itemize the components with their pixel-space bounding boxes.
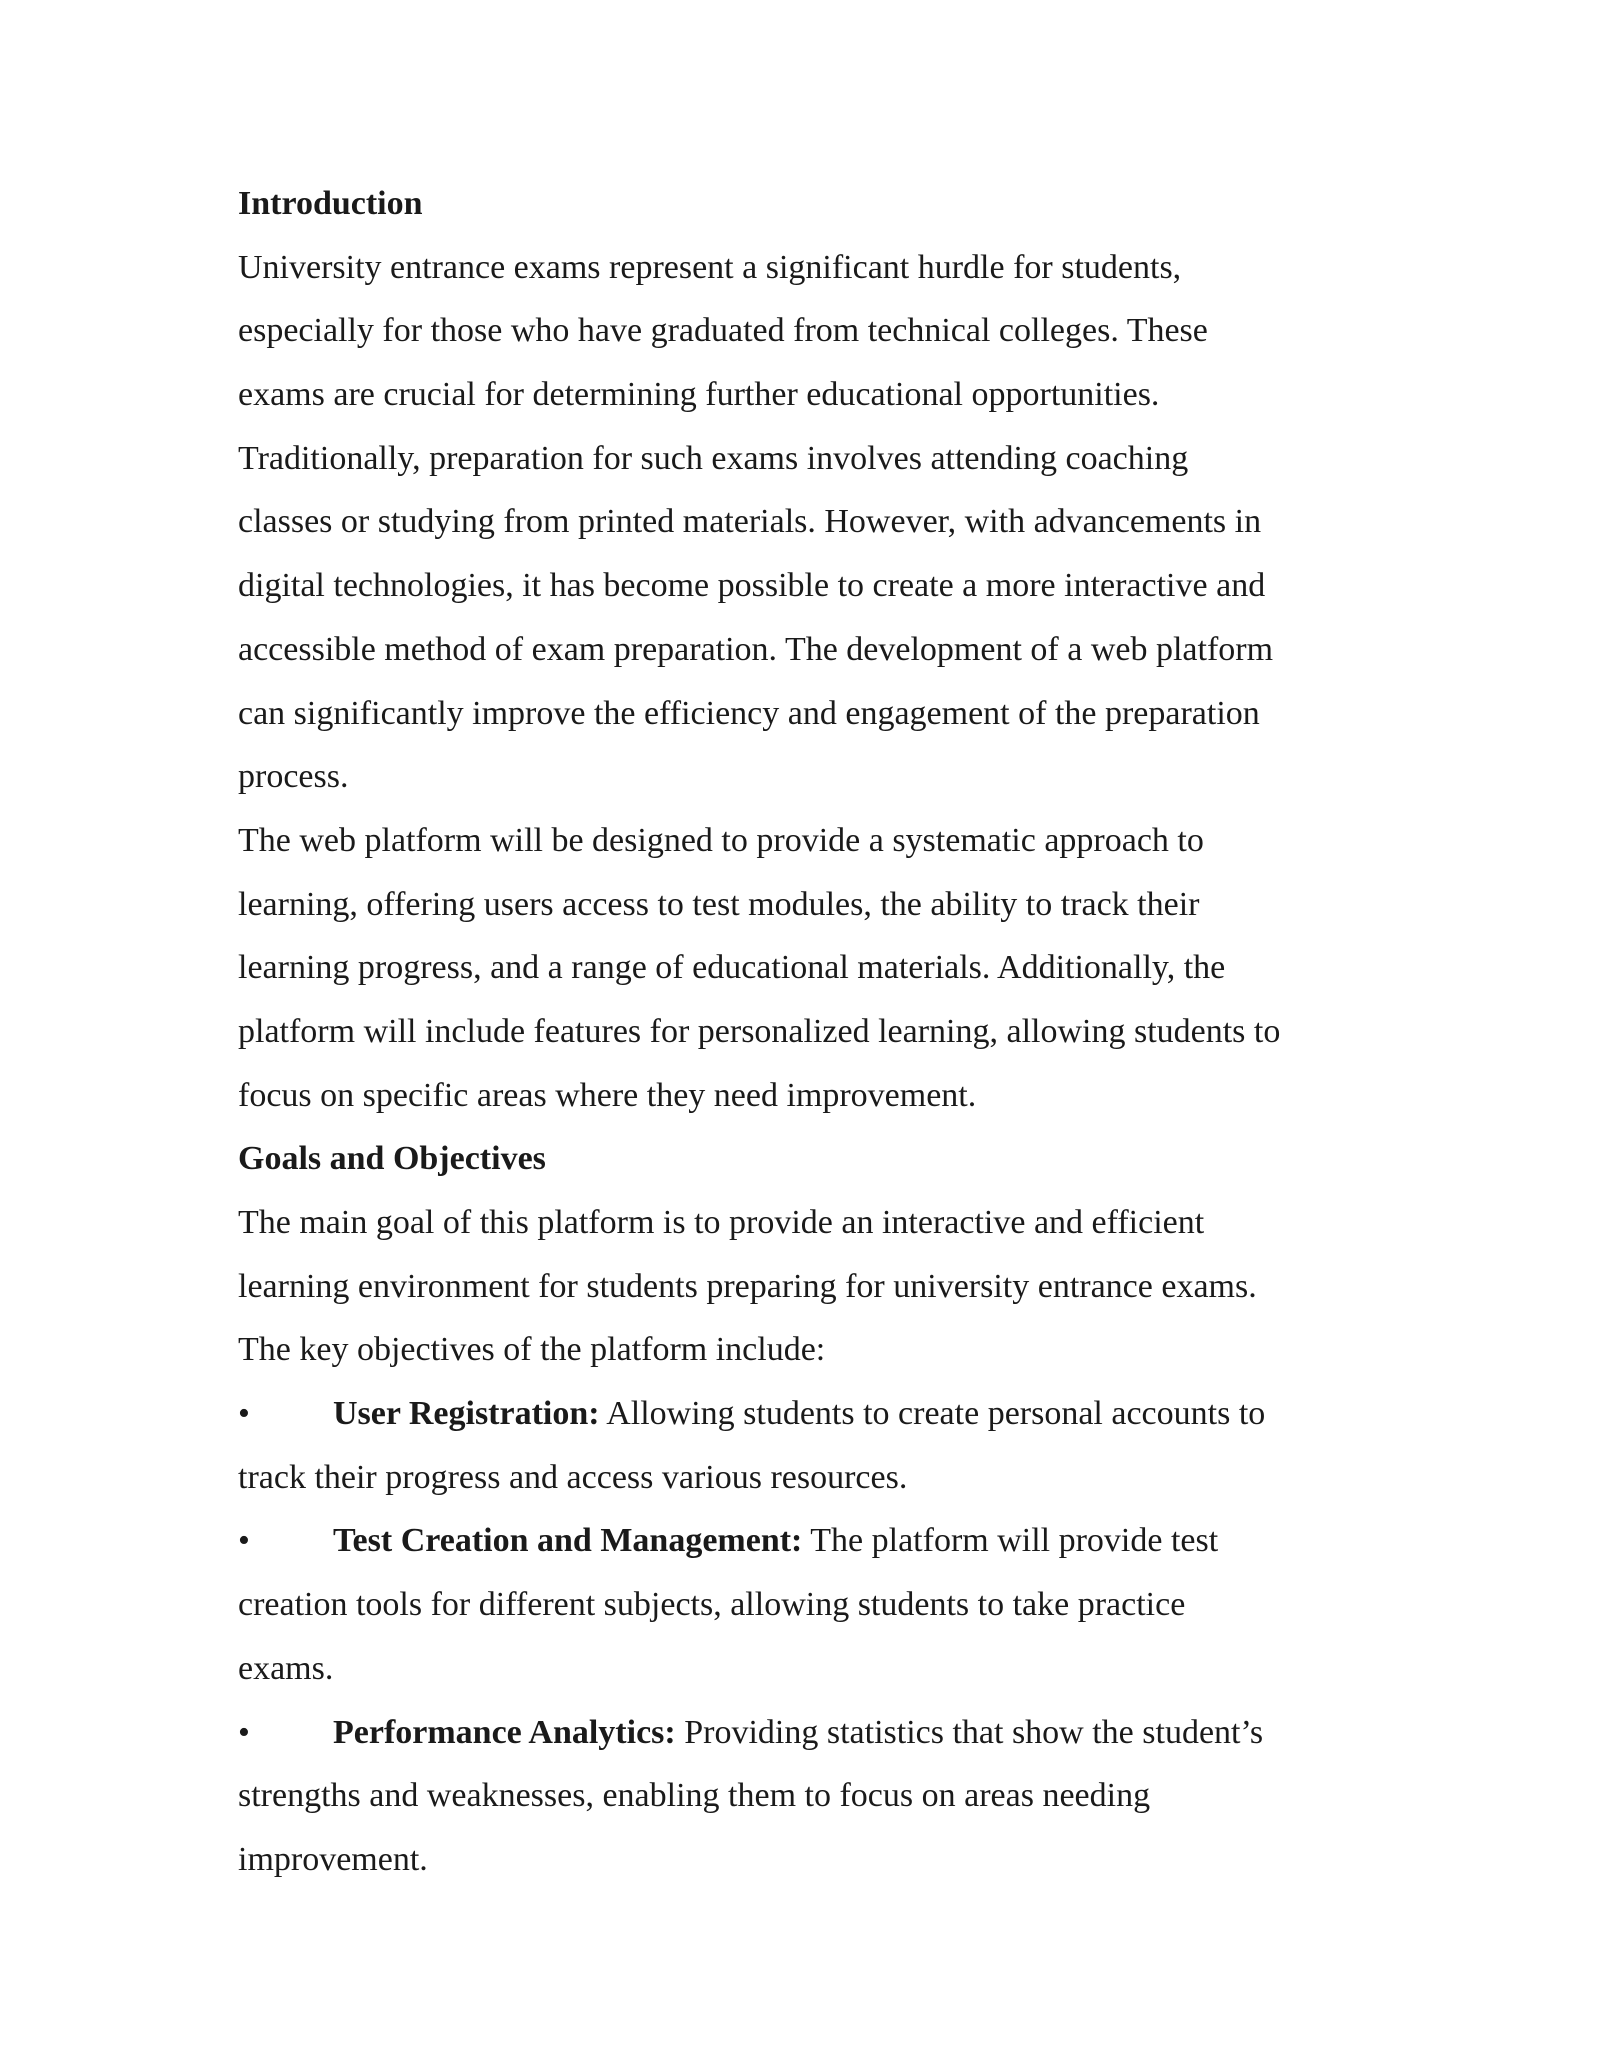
bullet-icon: •	[238, 1522, 250, 1560]
paragraph-line: platform will include features for personalized learning, allowing students to	[238, 1012, 1281, 1050]
paragraph-line: learning progress, and a range of educational materials. Additionally, the	[238, 949, 1226, 987]
paragraph-line: The main goal of this platform is to provide an interactive and efficient	[238, 1204, 1205, 1241]
paragraph-line: classes or studying from printed materials. However, with advancements in	[238, 503, 1262, 541]
paragraph-line: exams.	[238, 1649, 334, 1687]
paragraph-line: strengths and weaknesses, enabling them to focus on areas needing	[238, 1777, 1151, 1815]
paragraph-line: The web platform will be designed to provide a systematic approach to	[238, 821, 1204, 859]
bullet-list-item	[238, 1509, 1600, 1573]
bullet-text: The platform will provide test	[810, 1522, 1219, 1560]
paragraph-line: Traditionally, preparation for such exams involves attending coaching	[238, 439, 1189, 477]
bullet-text: Providing statistics that show the student’s	[684, 1713, 1264, 1751]
paragraph-line: process.	[238, 758, 349, 796]
paragraph-line: digital technologies, it has become possible to create a more interactive and	[238, 567, 1266, 605]
bullet-label: User Registration:	[333, 1395, 600, 1433]
bullet-label: Performance Analytics:	[333, 1713, 676, 1751]
paragraph-line: accessible method of exam preparation. The development of a web platform	[238, 630, 1274, 668]
section-heading: Introduction	[238, 185, 423, 222]
section-heading: Goals and Objectives	[238, 1140, 546, 1178]
document-text-block	[238, 172, 1600, 1892]
paragraph-line: can significantly improve the efficiency and engagement of the preparation	[238, 694, 1260, 732]
paragraph-line: improvement.	[238, 1840, 428, 1878]
paragraph-line: track their progress and access various resources.	[238, 1458, 908, 1496]
paragraph-line: University entrance exams represent a significant hurdle for students,	[238, 248, 1182, 286]
bullet-list-item	[238, 1382, 1600, 1446]
paragraph-line: learning environment for students preparing for university entrance exams.	[238, 1267, 1257, 1305]
paragraph-line: focus on specific areas where they need improvement.	[238, 1076, 977, 1114]
bullet-list-item	[238, 1701, 1600, 1765]
bullet-icon: •	[238, 1713, 250, 1751]
paragraph-line: The key objectives of the platform include:	[238, 1331, 826, 1369]
paragraph-line: learning, offering users access to test modules, the ability to track their	[238, 885, 1200, 923]
paragraph-line: especially for those who have graduated from technical colleges. These	[238, 312, 1208, 350]
paragraph-line: exams are crucial for determining further educational opportunities.	[238, 376, 1160, 414]
bullet-text: Allowing students to create personal accounts to	[606, 1395, 1266, 1433]
bullet-label: Test Creation and Management:	[333, 1522, 803, 1560]
bullet-icon: •	[238, 1395, 250, 1433]
paragraph-line: creation tools for different subjects, allowing students to take practice	[238, 1586, 1186, 1624]
